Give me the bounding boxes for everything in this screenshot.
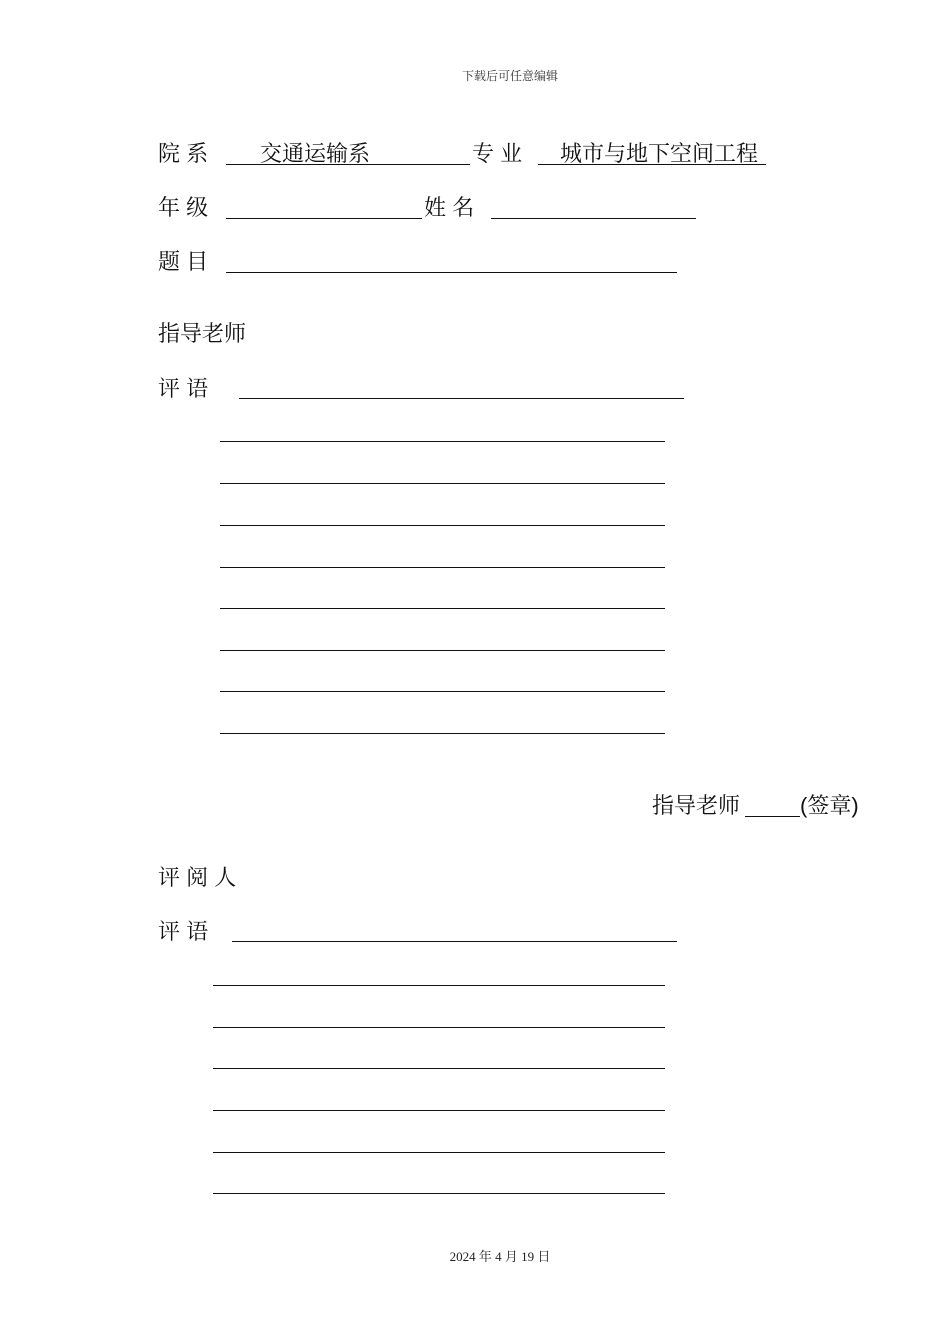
advisor-comment-line[interactable] xyxy=(220,708,665,734)
major-label: 专 业 xyxy=(472,141,523,166)
reviewer-comment-line[interactable] xyxy=(213,1043,665,1069)
name-field[interactable] xyxy=(491,192,696,219)
advisor-comment-line[interactable] xyxy=(220,625,665,651)
header-note: 下载后可任意编辑 xyxy=(461,69,558,83)
name-label: 姓 名 xyxy=(424,195,475,220)
advisor-comment-line[interactable] xyxy=(220,542,665,568)
advisor-signature-field[interactable] xyxy=(745,790,800,817)
advisor-comment-line[interactable] xyxy=(220,583,665,609)
department-value: 交通运输系 xyxy=(260,141,371,166)
reviewer-comment-line[interactable] xyxy=(232,915,677,942)
topic-label: 题 目 xyxy=(158,249,209,274)
advisor-comment-line[interactable] xyxy=(220,500,665,526)
advisor-signature-label: 指导老师 xyxy=(652,793,741,818)
grade-label: 年 级 xyxy=(158,195,209,220)
reviewer-comment-line[interactable] xyxy=(213,1168,665,1194)
advisor-comment-line[interactable] xyxy=(220,416,665,442)
reviewer-comment-line[interactable] xyxy=(213,1002,665,1028)
advisor-signature-suffix: (签章) xyxy=(800,793,859,818)
grade-field[interactable] xyxy=(226,192,422,219)
footer-date: 2024 年 4 月 19 日 xyxy=(449,1249,551,1264)
department-label: 院 系 xyxy=(158,141,209,166)
topic-field[interactable] xyxy=(226,246,677,273)
advisor-comment-line[interactable] xyxy=(239,372,684,399)
advisor-heading: 指导老师 xyxy=(158,321,247,346)
advisor-comment-line[interactable] xyxy=(220,458,665,484)
reviewer-comment-line[interactable] xyxy=(213,1127,665,1153)
reviewer-comment-line[interactable] xyxy=(213,960,665,986)
major-value: 城市与地下空间工程 xyxy=(560,141,759,166)
advisor-comment-label: 评 语 xyxy=(158,376,209,401)
reviewer-comment-label: 评 语 xyxy=(158,919,209,944)
reviewer-comment-line[interactable] xyxy=(213,1085,665,1111)
advisor-comment-line[interactable] xyxy=(220,666,665,692)
reviewer-heading: 评 阅 人 xyxy=(158,865,237,890)
